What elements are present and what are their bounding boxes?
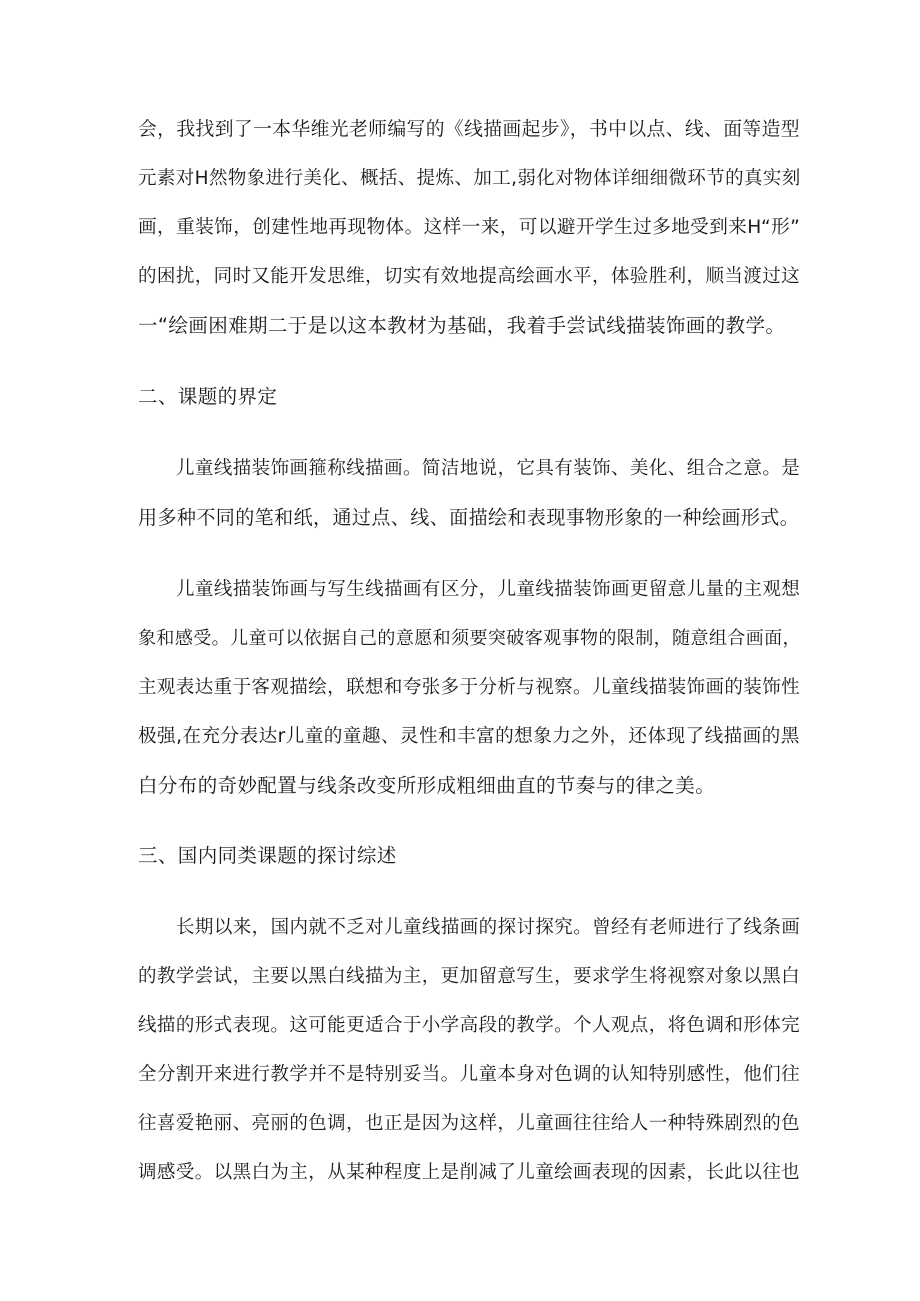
paragraph-1-line-5: 一“绘画困难期二于是以这本教材为基础，我着手尝试线描装饰画的教学。 (138, 314, 786, 337)
section-heading-3: 三、国内同类课题的探讨综述 (138, 844, 397, 867)
paragraph-4-line-3: 线描的形式表现。这可能更适合于小学高段的教学。个人观点，将色调和形体完 (138, 1015, 801, 1036)
paragraph-3-line-5: 白分布的奇妙配置与线条改变所形成粗细曲直的节奏与的律之美。 (138, 774, 716, 797)
paragraph-3-line-2: 象和感受。儿童可以依据自己的意愿和须要突破客观事物的限制，随意组合画面， (138, 628, 801, 649)
paragraph-4-line-6: 调感受。以黑白为主，从某种程度上是削减了儿童绘画表现的因素，长此以往也 (138, 1162, 801, 1183)
paragraph-4-line-2: 的教学尝试，主要以黑白线描为主，更加留意写生，要求学生将视察对象以黑白 (138, 966, 801, 987)
paragraph-1-line-4: 的困扰，同时又能开发思维，切实有效地提高绘画水平，体验胜利，顺当渡过这 (138, 266, 801, 287)
paragraph-2-line-1: 儿童线描装饰画箍称线描画。简洁地说，它具有装饰、美化、组合之意。是 (176, 458, 801, 479)
paragraph-2-line-2: 用多种不同的笔和纸，通过点、线、面描绘和表现事物形象的一种绘画形式。 (138, 507, 800, 529)
paragraph-3-line-4: 极强,在充分表达r儿童的童趣、灵性和丰富的想象力之外，还体现了线描画的黑 (138, 726, 800, 747)
paragraph-1-line-2: 元素对H然物象进行美化、概括、提炼、加工,弱化对物体详细细微环节的真实刻 (138, 168, 801, 189)
paragraph-3-line-3: 主观表达重于客观描绘，联想和夸张多于分析与视察。儿童线描装饰画的装饰性 (138, 677, 801, 698)
paragraph-4-line-1: 长期以来，国内就不乏对儿童线描画的探讨探究。曾经有老师进行了线条画 (176, 917, 801, 938)
section-heading-2: 二、课题的界定 (138, 385, 278, 408)
paragraph-1-line-3: 画，重装饰，创建性地再现物体。这样一来，可以避开学生过多地受到来H“形” (138, 217, 801, 238)
paragraph-4-line-4: 全分割开来进行教学并不是特别妥当。儿童本身对色调的认知特别感性，他们往 (138, 1064, 801, 1085)
paragraph-1-line-1: 会，我找到了一本华维光老师编写的《线描画起步》，书中以点、线、面等造型 (138, 119, 800, 140)
paragraph-3-line-1: 儿童线描装饰画与写生线描画有区分，儿童线描装饰画更留意儿量的主观想 (176, 579, 801, 600)
paragraph-4-line-5: 往喜爱艳丽、亮丽的色调，也正是因为这样，儿童画往往给人一种特殊剧烈的色 (138, 1113, 801, 1134)
